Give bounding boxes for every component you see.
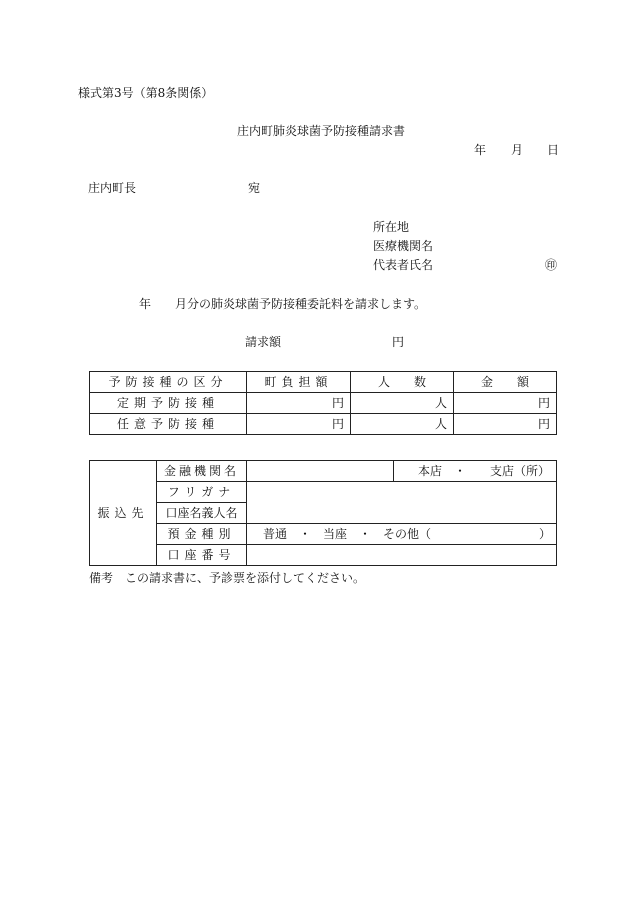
bank-name-label: 金融機関名 xyxy=(157,461,247,482)
furigana-row xyxy=(90,482,557,503)
amount-unit: 円 xyxy=(392,335,405,349)
furigana-label: フリガナ xyxy=(157,482,247,503)
table-row xyxy=(90,414,557,435)
date-month-label: 月 xyxy=(511,143,524,157)
institution-label: 医療機関名 xyxy=(373,239,434,253)
bank-row xyxy=(90,461,557,482)
amount-label: 請求額 xyxy=(245,335,282,349)
form-number: 様式第3号（第8条関係） xyxy=(78,86,214,100)
request-sentence: 月分の肺炎球菌予防接種委託料を請求します。 xyxy=(175,297,427,311)
recipient-suffix: 宛 xyxy=(248,181,261,195)
branch-selector[interactable]: 本店 ・ 支店（所） xyxy=(394,461,557,482)
category-routine: 定期予防接種 xyxy=(90,393,247,414)
account-holder-label: 口座名義人名 xyxy=(157,503,247,524)
header-town-burden: 町負担額 xyxy=(247,372,351,393)
town-burden-cell[interactable]: 円 xyxy=(247,414,351,435)
summary-table xyxy=(89,371,557,435)
representative-label: 代表者氏名 xyxy=(373,258,434,272)
transfer-table xyxy=(89,460,557,566)
document-title: 庄内町肺炎球菌予防接種請求書 xyxy=(237,124,406,138)
amount-cell[interactable]: 円 xyxy=(454,414,557,435)
account-number-field[interactable] xyxy=(247,545,557,566)
request-year-label: 年 xyxy=(139,297,152,311)
account-number-row xyxy=(90,545,557,566)
transfer-section-label: 振込先 xyxy=(90,461,157,566)
category-voluntary: 任意予防接種 xyxy=(90,414,247,435)
address-label: 所在地 xyxy=(373,220,410,234)
people-cell[interactable]: 人 xyxy=(351,414,454,435)
account-number-label: 口座番号 xyxy=(157,545,247,566)
summary-header-row xyxy=(90,372,557,393)
recipient-name: 庄内町長 xyxy=(88,181,137,195)
deposit-type-row xyxy=(90,524,557,545)
town-burden-cell[interactable]: 円 xyxy=(247,393,351,414)
table-row xyxy=(90,393,557,414)
amount-cell[interactable]: 円 xyxy=(454,393,557,414)
deposit-type-options[interactable]: 普通 ・ 当座 ・ その他（ ） xyxy=(247,524,557,545)
seal-mark: ㊞ xyxy=(545,258,558,272)
bank-name-field[interactable] xyxy=(247,461,394,482)
note-text: 備考 この請求書に、予診票を添付してください。 xyxy=(89,571,366,585)
header-category: 予防接種の区分 xyxy=(90,372,247,393)
date-day-label: 日 xyxy=(547,143,560,157)
header-amount: 金 額 xyxy=(454,372,557,393)
people-cell[interactable]: 人 xyxy=(351,393,454,414)
deposit-type-label: 預金種別 xyxy=(157,524,247,545)
date-year-label: 年 xyxy=(474,143,487,157)
account-holder-field[interactable] xyxy=(247,482,557,524)
header-people: 人 数 xyxy=(351,372,454,393)
